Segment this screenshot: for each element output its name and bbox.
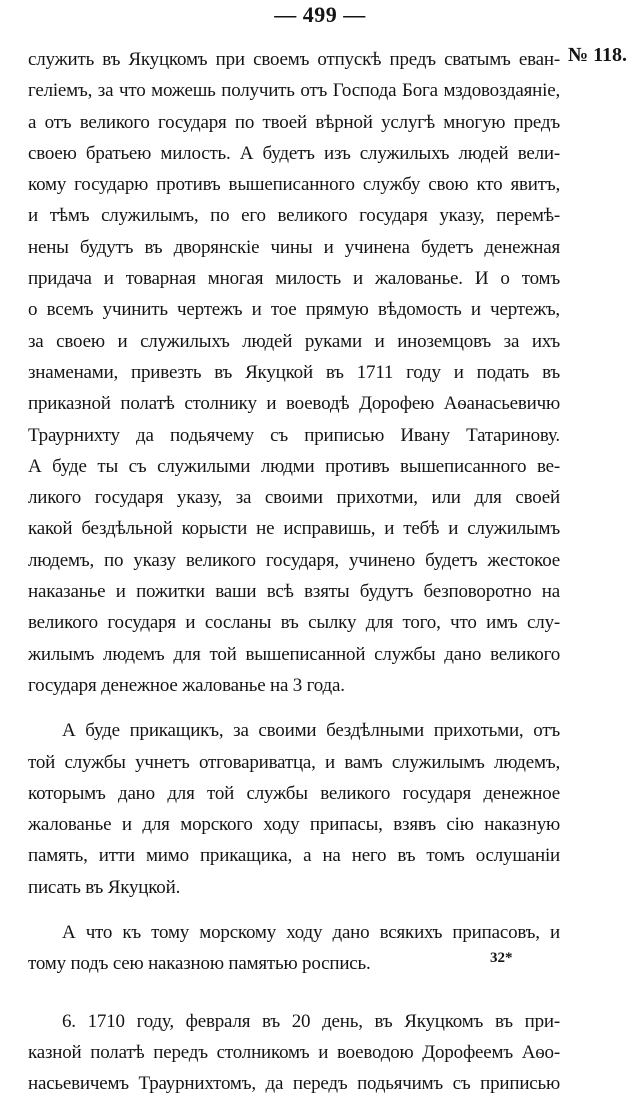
signature-mark: 32*	[490, 950, 513, 966]
paragraph-1	[28, 44, 560, 701]
text-line: наказанье и пожитки ваши всѣ взяты будутъ безповоротно на	[28, 581, 560, 603]
text-line: казной полатѣ передъ столникомъ и воеводою Дорофеемъ Аѳо-	[28, 1041, 560, 1063]
text-line: а отъ великого государя по твоей вѣрной услугѣ многую предъ	[28, 111, 560, 133]
text-line: знаменами, привезть въ Якуцкой въ 1711 году и подать въ	[28, 361, 560, 383]
text-line: которымъ дано для той службы великого государя денежное	[28, 782, 560, 804]
text-line: Траурнихту да подьячему съ приписью Ивану Татаринову.	[28, 424, 560, 446]
text-line: А буде прикащикъ, за своими бездѣлными прихотьми, отъ	[62, 720, 560, 742]
text-line: писать въ Якуцкой.	[28, 876, 181, 898]
text-line: государя денежное жалованье на 3 года.	[28, 674, 345, 696]
paragraph-4	[28, 1006, 560, 1100]
body-text	[28, 44, 560, 1100]
text-line: своею братьею милость. А будетъ изъ служилыхъ людей вели-	[28, 142, 560, 164]
text-line: и тѣмъ служилымъ, по его великого государя указу, перемѣ-	[28, 205, 560, 227]
text-line: служить въ Якуцкомъ при своемъ отпускѣ предъ сватымъ еван-	[28, 49, 560, 70]
text-line: А буде ты съ служилыми людми противъ вышеписанного ве-	[28, 455, 560, 477]
text-line: тому подъ сею наказною памятью роспись.	[28, 953, 371, 975]
text-line: за своею и служилыхъ людей руками и иноземцовъ за ихъ	[28, 330, 560, 352]
paragraph-gap	[28, 701, 560, 715]
text-line: 6. 1710 году, февраля въ 20 день, въ Якуцкомъ въ при-	[62, 1010, 560, 1032]
paragraph-3	[28, 917, 560, 980]
text-line: гелiемъ, за что можешь получить отъ Господа Бога мздовоздаянiе,	[28, 80, 560, 102]
text-line: нены будутъ въ дворянскiе чины и учинена будетъ денежная	[28, 236, 560, 258]
text-line: великого государя и сосланы въ сылку для того, что имъ слу-	[28, 612, 560, 634]
text-line: жалованье и для морского ходу припасы, взявъ сiю наказную	[28, 814, 560, 836]
text-line: память, итти мимо прикащика, а на него въ томъ ослушанiи	[28, 845, 560, 867]
text-line: придача и товарная многая милость и жалованье. И о томъ	[28, 268, 560, 290]
paragraph-2	[28, 715, 560, 903]
text-line: А что къ тому морскому ходу дано всякихъ припасовъ, и	[62, 922, 560, 944]
text-line: людемъ, по указу великого государя, учинено будетъ жестокое	[28, 549, 560, 571]
page-number: — 499 —	[274, 2, 366, 27]
text-line: кому государю противъ вышеписанного службу свою кто явитъ,	[28, 174, 560, 196]
text-line: о всемъ учинить чертежъ и тое прямую вѣдомость и чертежъ,	[28, 299, 560, 321]
text-line: какой бездѣльной корысти не исправишь, и тебѣ и служилымъ	[28, 518, 560, 540]
text-line: жилымъ людемъ для той вышеписанной службы дано великого	[28, 643, 560, 665]
text-line: той службы учнетъ отговариватца, и вамъ служилымъ людемъ,	[28, 751, 560, 773]
paragraph-gap	[28, 903, 560, 917]
text-line: насьевичемъ Траурнихтомъ, да передъ подьячимъ съ приписью	[28, 1073, 560, 1095]
document-number: № 118.	[568, 44, 627, 66]
text-line: приказной полатѣ столнику и воеводѣ Дорофею Аѳанасьевичю	[28, 393, 560, 415]
text-line: ликого государя указу, за своими прихотми, или для своей	[28, 487, 560, 509]
section-gap	[28, 980, 560, 1006]
